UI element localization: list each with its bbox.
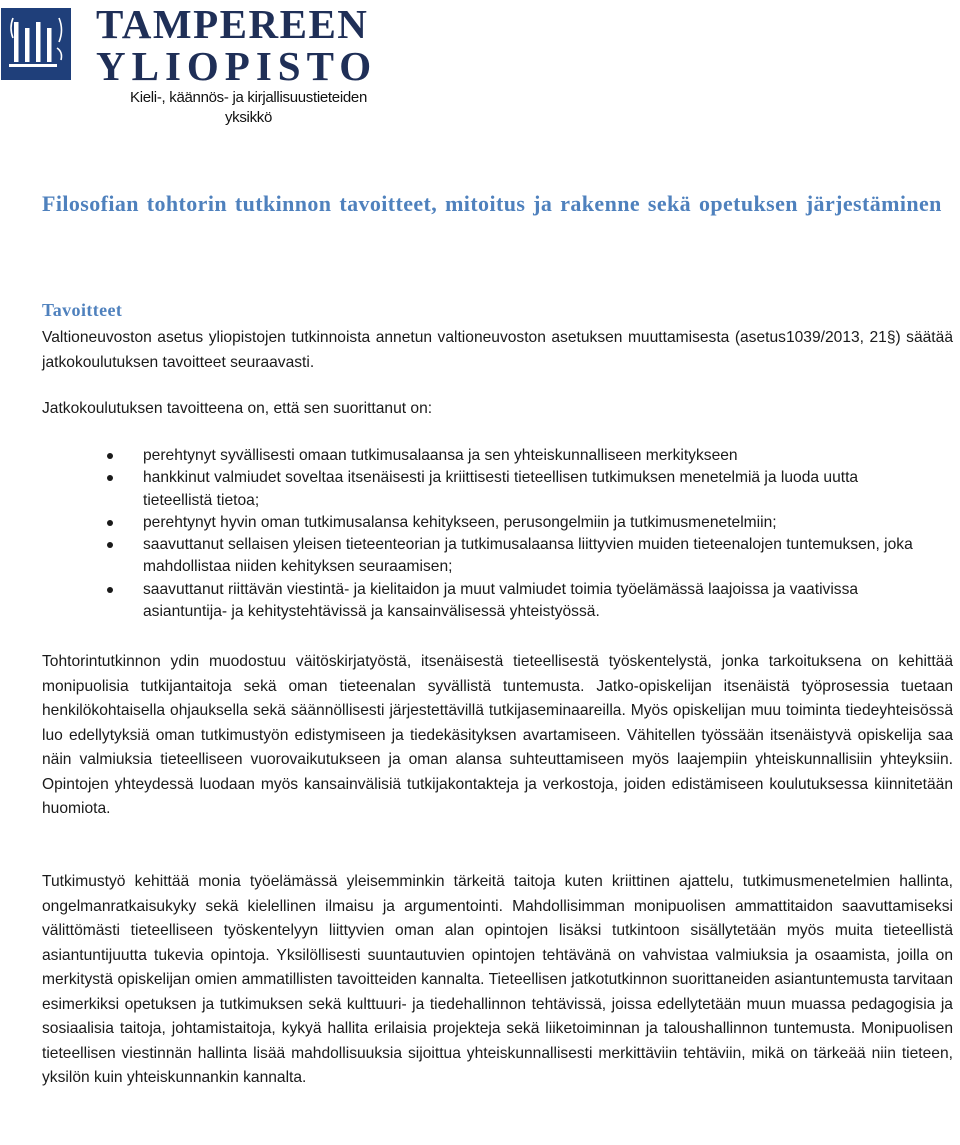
body-paragraph-1: Tohtorintutkinnon ydin muodostuu väitöskirjatyöstä, itsenäisestä tieteellisestä työskentelystä, jonka tarkoituksena on kehittää monipuolisia tutkijantaitoja sekä oman tieteenalan syvällistä tuntemusta. Jatko-opiskelijan itsenäistä työprosessia tuetaan henkilökohtaisella ohjauksella sekä säännöllisesti järjestettävillä tutkijaseminaareilla. Myös opiskelijan muu toiminta tiedeyhteisössä luo edellytyksiä oman tutkimustyön edistymiseen ja tiedekäsityksen avartamiseen. Vähitellen työssään itsenäistyvä opiskelija saa näin valmiuksia tieteelliseen vuorovaikutukseen ja oman alansa suhteuttamiseen myös laajempiin yhteiskunnallisiin yhteyksiin. Opintojen yhteydessä luodaan myös kansainvälisiä tutkijakontakteja ja verkostoja, joiden edistämiseen koulutuksessa kiinnitetään huomiota.: [42, 653, 953, 817]
goals-list: [105, 445, 925, 623]
list-item: perehtynyt syvällisesti omaan tutkimusalaansa ja sen yhteiskunnalliseen merkitykseen: [105, 445, 925, 467]
university-pillars-icon: [1, 8, 71, 80]
list-item: saavuttanut sellaisen yleisen tieteenteorian ja tutkimusalaansa liittyvien muiden tieteenalojen tuntemuksen, joka mahdollistaa niiden kehityksen seuraamisen;: [105, 534, 925, 579]
logo-line-1: TAMPEREEN: [96, 1, 369, 47]
university-wordmark: [96, 1, 378, 89]
section-heading: Tavoitteet: [42, 300, 123, 320]
list-item: perehtynyt hyvin oman tutkimusalansa kehitykseen, perusongelmiin ja tutkimusmenetelmiin;: [105, 512, 925, 534]
body-paragraph-2: Tutkimustyö kehittää monia työelämässä yleisemminkin tärkeitä taitoja kuten kriittinen ajattelu, tutkimusmenetelmien hallinta, ongelmanratkaisukyky sekä kielellinen ilmaisu ja argumentointi. Mahdollisimman monipuolisen ammattitaidon saavuttamiseksi välittömästi tieteelliseen työskentelyyn liittyvien oman alan opintojen lisäksi tutkintoon sisällytetään myös muita tieteellistä asiantuntijuutta tukevia opintoja. Yksilöllisesti suuntautuvien opintojen tehtävänä on vahvistaa valmiuksia ja osaamista, joilla on merkitystä opiskelijan omien ammatillisten tavoitteiden kannalta. Tieteellisen jatkotutkinnon suorittaneiden asiantuntemusta tarvitaan esimerkiksi opetuksen ja tutkimuksen sekä kulttuuri- ja tiedehallinnon tehtävissä, joissa edellytetään muun muassa pedagogisia ja sosiaalisia taitoja, johtamistaitoja, kykyä hallita erilaisia projekteja sekä liiketoiminnan ja taloushallinnon tuntemusta. Monipuolisen tieteellisen viestinnän hallinta lisää mahdollisuuksia sijoittua yhteiskunnallisesti merkittäviin tehtäviin, mikä on tärkeää niin tieteen, yksilön kuin yhteiskunnankin kannalta.: [42, 873, 953, 1086]
list-item: saavuttanut riittävän viestintä- ja kielitaidon ja muut valmiudet toimia työelämässä laajoissa ja vaativissa asiantuntija- ja kehitystehtävissä ja kansainvälisessä yhteistyössä.: [105, 579, 925, 624]
unit-name: Kieli-, käännös- ja kirjallisuustieteiden yksikkö: [130, 89, 367, 126]
intro-paragraph: Valtioneuvoston asetus yliopistojen tutkinnoista annetun valtioneuvoston asetuksen muuttamisesta (asetus1039/2013, 21§) säätää jatkokoulutuksen tavoitteet seuraavasti.: [42, 329, 953, 371]
logo-line-2: YLIOPISTO: [96, 43, 378, 89]
list-item: hankkinut valmiudet soveltaa itsenäisesti ja kriittisesti tieteellisen tutkimuksen menetelmiä ja luoda uutta tieteellistä tietoa;: [105, 467, 925, 512]
document-title: Filosofian tohtorin tutkinnon tavoitteet, mitoitus ja rakenne sekä opetuksen järjestäminen: [42, 191, 942, 216]
lead-sentence: Jatkokoulutuksen tavoitteena on, että sen suorittanut on:: [42, 400, 433, 417]
